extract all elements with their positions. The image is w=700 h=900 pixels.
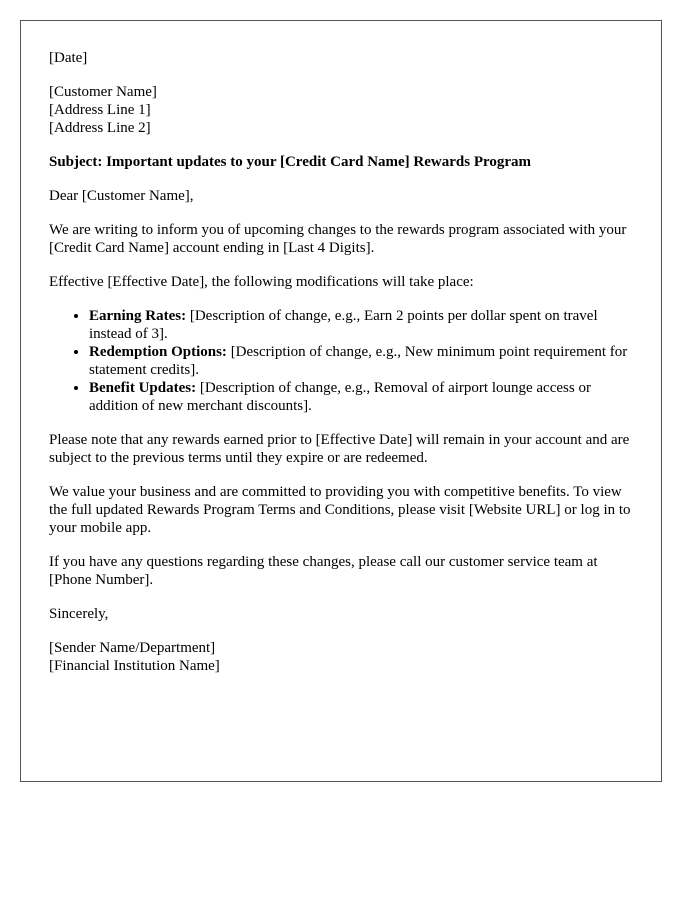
recipient-address-1: [Address Line 1] — [49, 102, 151, 118]
sender-name: [Sender Name/Department] — [49, 640, 216, 656]
change-item — [89, 379, 633, 415]
recipient-address-2: [Address Line 2] — [49, 120, 151, 136]
salutation: Dear [Customer Name], — [49, 188, 194, 204]
changes-list — [49, 307, 633, 415]
letter-date: [Date] — [49, 50, 88, 66]
change-label: Redemption Options: — [89, 344, 227, 360]
change-text: [Description of change, e.g., Removal of airport lounge access or addition of new merchant discounts]. — [89, 380, 591, 414]
questions-paragraph: If you have any questions regarding these changes, please call our customer service team at [Phone Number]. — [49, 554, 598, 588]
closing: Sincerely, — [49, 606, 109, 622]
subject-line — [49, 153, 633, 171]
change-label: Earning Rates: — [89, 308, 187, 324]
subject-text: Subject: Important updates to your [Credit Card Name] Rewards Program — [49, 154, 532, 170]
recipient-block — [49, 83, 633, 137]
letter-page — [20, 20, 662, 782]
intro-paragraph: We are writing to inform you of upcoming changes to the rewards program associated with your [Credit Card Name] account ending in [Last 4 Digits]. — [49, 222, 627, 256]
value-paragraph: We value your business and are committed to providing you with competitive benefits. To view the full updated Rewards Program Terms and Conditions, please visit [Website URL] or log in to your mobile app. — [49, 484, 631, 536]
change-item — [89, 343, 633, 379]
sender-block — [49, 639, 633, 675]
change-text: [Description of change, e.g., Earn 2 points per dollar spent on travel instead of 3]. — [89, 308, 598, 342]
change-label: Benefit Updates: — [89, 380, 197, 396]
change-text: [Description of change, e.g., New minimum point requirement for statement credits]. — [89, 344, 628, 378]
effective-paragraph: Effective [Effective Date], the following modifications will take place: — [49, 274, 474, 290]
change-item — [89, 307, 633, 343]
recipient-name: [Customer Name] — [49, 84, 157, 100]
note-paragraph: Please note that any rewards earned prior to [Effective Date] will remain in your account and are subject to the previous terms until they expire or are redeemed. — [49, 432, 630, 466]
sender-institution: [Financial Institution Name] — [49, 658, 220, 674]
